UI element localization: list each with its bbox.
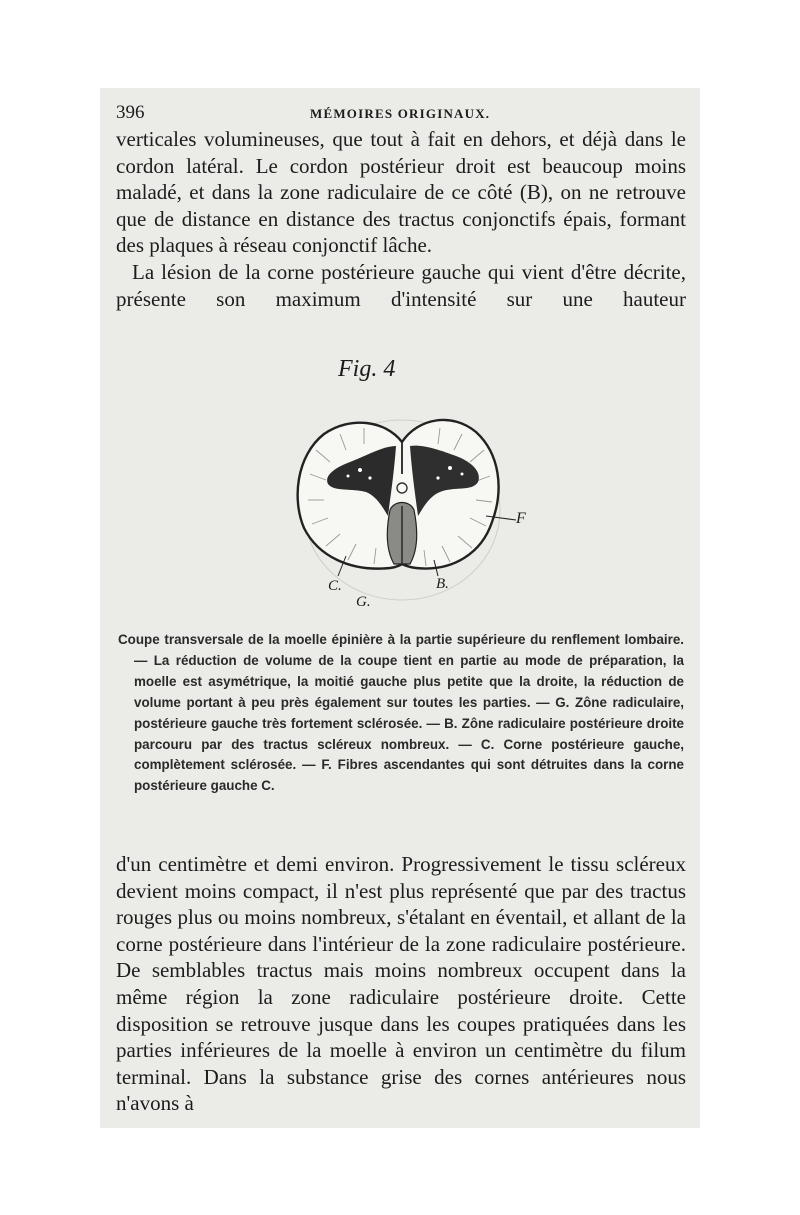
body-text-top (116, 126, 686, 312)
figure-caption (118, 630, 684, 797)
running-title: MÉMOIRES ORIGINAUX. (310, 106, 491, 121)
figure-letter-g: G. (356, 594, 371, 610)
figure-label: Fig. 4 (338, 356, 396, 382)
figure-letter-f: F (516, 510, 526, 527)
figure-letter-b: B. (436, 576, 449, 592)
paragraph-sclerosis: d'un centimètre et demi environ. Progressivement le tissu scléreux devient moins compact, il n'est plus représenté que par des tractus rouges plus ou moins nombreux, s'étalant en éventail, et allant de la corne postérieure dans l'intérieur de la zone radiculaire postérieure. De semblables tractus mais moins nombreux occupent dans la même région la zone radiculaire postérieure droite. Cette disposition se retrouve jusque dans les coupes pratiquées dans les parties inférieures de la moelle à environ un centimètre du filum terminal. Dans la substance grise des cornes antérieures nous n'avons à (116, 852, 686, 1116)
body-text-bottom (116, 851, 686, 1117)
figure-4 (290, 350, 530, 620)
figure-letter-c: C. (328, 578, 342, 594)
caption-text: Coupe transversale de la moelle épinière à la partie supérieure du renflement lombaire. — La réduction de volume de la coupe tient en partie au mode de préparation, la moelle est asymétrique, la moitié gauche plus petite que la droite, la réduction de volume portant à peu près également sur toutes les parties. — G. Zône radiculaire, postérieure gauche très fortement sclérosée. — B. Zône radiculaire postérieure droite parcouru par des tractus scléreux nombreux. — C. Corne postérieure gauche, complètement sclérosée. — F. Fibres ascendantes qui sont détruites dans la corne postérieure gauche C. (118, 632, 684, 794)
page-number: 396 (116, 102, 145, 123)
paragraph-lesion: La lésion de la corne postérieure gauche qui vient d'être décrite, présente son maximum d'intensité sur une hauteur (116, 259, 686, 311)
paragraph-continued: verticales volumineuses, que tout à fait en dehors, et déjà dans le cordon latéral. Le cordon postérieur droit est beaucoup moins maladé, et dans la zone radiculaire de ce côté (B), on ne retrouve que de distance en distance des tractus conjonctifs épais, formant des plaques à réseau conjonctif lâche. (116, 127, 686, 258)
spinal-cord-cross-section-illustration (290, 350, 530, 620)
page-header (116, 102, 686, 124)
